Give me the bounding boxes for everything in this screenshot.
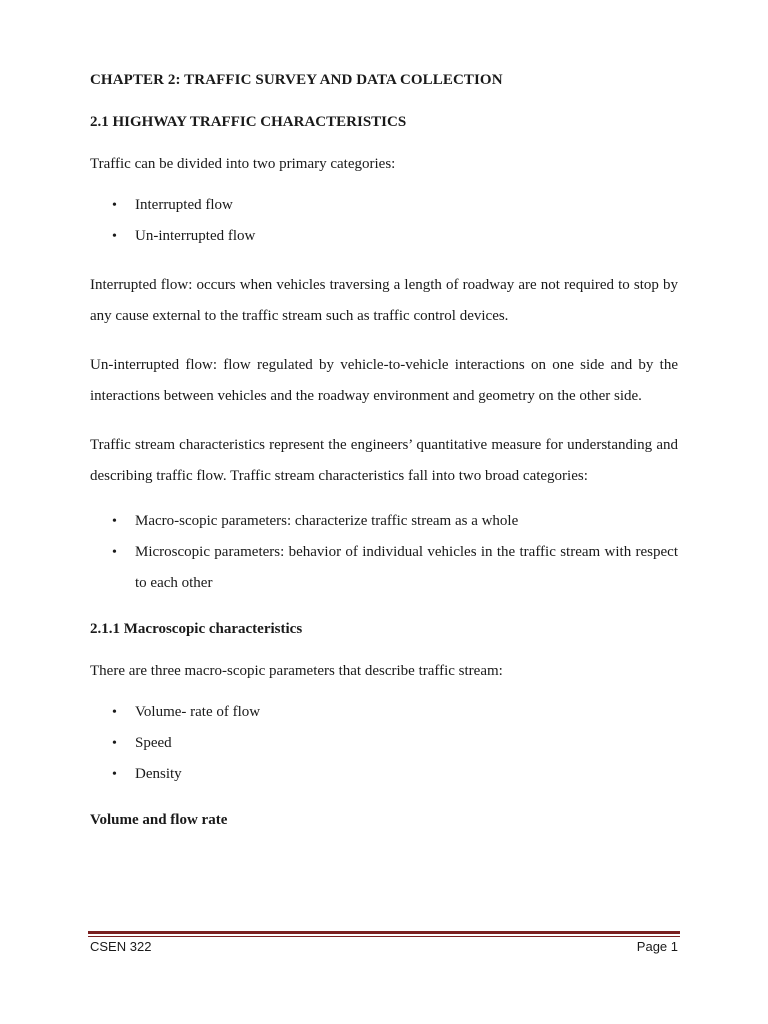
list-item-text: Interrupted flow xyxy=(135,197,233,213)
bullet-icon: • xyxy=(112,736,117,751)
macro-params-list xyxy=(90,697,678,790)
intro-paragraph: Traffic can be divided into two primary categories: xyxy=(90,156,396,172)
bullet-icon: • xyxy=(112,545,117,560)
footer-course-code: CSEN 322 xyxy=(90,939,152,954)
bullet-icon: • xyxy=(112,229,117,244)
bullet-icon: • xyxy=(112,514,117,529)
list-item-text: Volume- rate of flow xyxy=(135,704,261,720)
list-item xyxy=(90,759,678,790)
list-item-text: Microscopic parameters: behavior of individual vehicles in the traffic stream with respect to each other xyxy=(135,544,678,591)
footer-divider-thin xyxy=(88,936,680,937)
list-item xyxy=(90,728,678,759)
subsection-title: 2.1.1 Macroscopic characteristics xyxy=(90,621,303,637)
macro-intro-paragraph: There are three macro-scopic parameters that describe traffic stream: xyxy=(90,663,503,679)
list-item-text: Un-interrupted flow xyxy=(135,228,256,244)
section-title: 2.1 HIGHWAY TRAFFIC CHARACTERISTICS xyxy=(90,114,407,130)
interrupted-flow-paragraph: Interrupted flow: occurs when vehicles traversing a length of roadway are not required to stop by any cause external to the traffic stream such as traffic control devices. xyxy=(90,277,678,324)
parameter-types-list xyxy=(90,506,678,599)
bullet-icon: • xyxy=(112,767,117,782)
bullet-icon: • xyxy=(112,705,117,720)
bullet-icon: • xyxy=(112,198,117,213)
volume-heading: Volume and flow rate xyxy=(90,812,228,828)
list-item xyxy=(90,697,678,728)
flow-types-list xyxy=(90,190,678,252)
footer-page-number: Page 1 xyxy=(636,939,678,954)
page-content xyxy=(90,68,678,832)
list-item-text: Macro-scopic parameters: characterize traffic stream as a whole xyxy=(135,513,519,529)
list-item-text: Density xyxy=(135,766,182,782)
list-item xyxy=(90,537,678,599)
list-item xyxy=(90,221,678,252)
footer-divider xyxy=(88,931,680,934)
list-item-text: Speed xyxy=(135,735,172,751)
chapter-title: CHAPTER 2: TRAFFIC SURVEY AND DATA COLLECTION xyxy=(90,72,503,88)
stream-characteristics-paragraph: Traffic stream characteristics represent the engineers’ quantitative measure for understanding and describing traffic flow. Traffic stream characteristics fall into two broad categories: xyxy=(90,437,678,484)
uninterrupted-flow-paragraph: Un-interrupted flow: flow regulated by vehicle-to-vehicle interactions on one side and by the interactions between vehicles and the roadway environment and geometry on the other side. xyxy=(90,357,678,404)
list-item xyxy=(90,506,678,537)
list-item xyxy=(90,190,678,221)
